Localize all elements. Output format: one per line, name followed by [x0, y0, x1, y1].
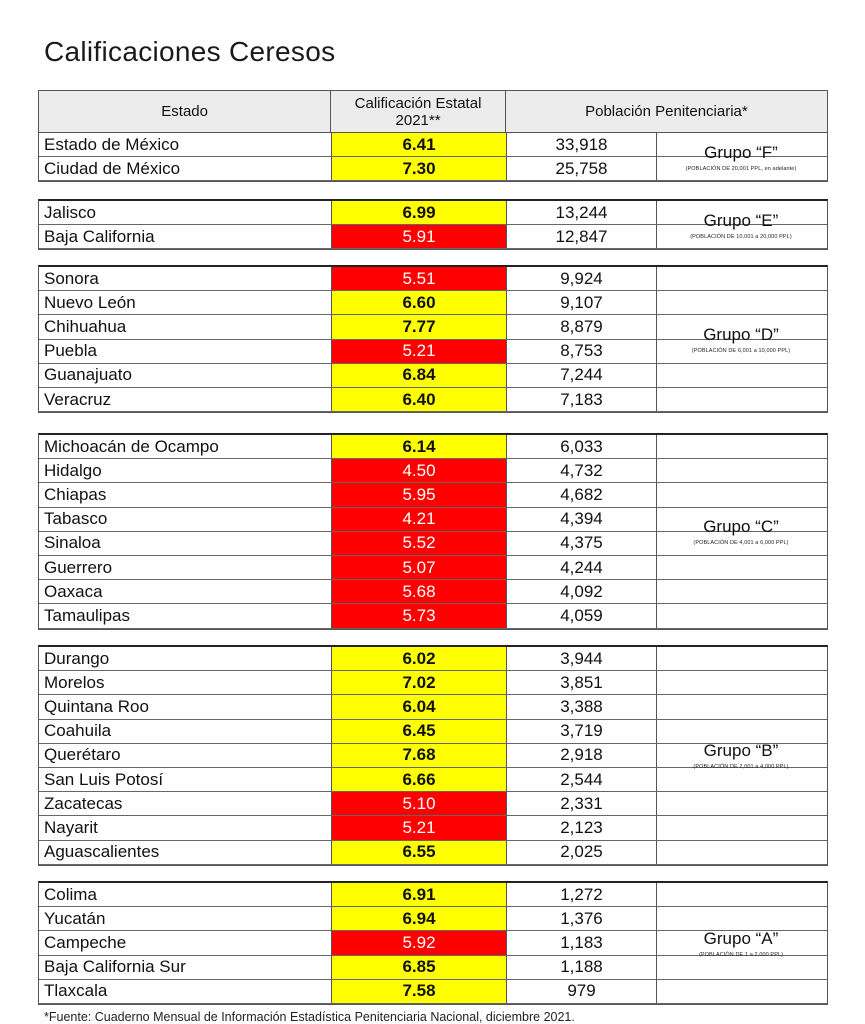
calificacion-cell: 5.92	[332, 931, 507, 954]
poblacion-cell: 4,375	[507, 532, 657, 555]
poblacion-cell: 1,376	[507, 907, 657, 930]
calificacion-cell: 5.21	[332, 816, 507, 839]
poblacion-cell: 2,025	[507, 841, 657, 864]
poblacion-cell: 6,033	[507, 435, 657, 458]
poblacion-cell: 12,847	[507, 225, 657, 248]
estado-cell: Tamaulipas	[39, 604, 332, 627]
poblacion-cell: 2,918	[507, 744, 657, 767]
poblacion-cell: 3,719	[507, 720, 657, 743]
header-estado: Estado	[39, 91, 331, 132]
calificacion-cell: 7.77	[332, 315, 507, 338]
calificacion-cell: 5.95	[332, 483, 507, 506]
estado-cell: Morelos	[39, 671, 332, 694]
group-block	[38, 133, 828, 182]
estado-cell: Chiapas	[39, 483, 332, 506]
group-name: Grupo “C”	[703, 517, 779, 537]
calificacion-cell: 7.02	[332, 671, 507, 694]
group-range: (POBLACIÓN DE 6,001 a 10,000 PPL)	[691, 348, 791, 355]
poblacion-cell: 9,107	[507, 291, 657, 314]
calificacion-cell: 5.73	[332, 604, 507, 627]
calificacion-cell: 6.85	[332, 956, 507, 979]
estado-cell: Yucatán	[39, 907, 332, 930]
source-footnote: *Fuente: Cuaderno Mensual de Información Estadística Penitenciaria Nacional, diciembre 2021.	[44, 1010, 575, 1024]
calificacion-cell: 7.58	[332, 980, 507, 1003]
estado-cell: Coahuila	[39, 720, 332, 743]
group-range: (POBLACIÓN DE 2,001 a 4,000 PPL)	[693, 764, 789, 771]
poblacion-cell: 4,092	[507, 580, 657, 603]
poblacion-cell: 1,272	[507, 883, 657, 906]
group-range: (POBLACIÓN DE 20,001 PPL, en adelante)	[685, 165, 797, 172]
poblacion-cell: 9,924	[507, 267, 657, 290]
group-range: (POBLACIÓN DE 10,001 a 20,000 PPL)	[690, 233, 792, 240]
poblacion-cell: 4,682	[507, 483, 657, 506]
estado-cell: Colima	[39, 883, 332, 906]
poblacion-cell: 2,331	[507, 792, 657, 815]
calificacion-cell: 6.02	[332, 647, 507, 670]
calificacion-cell: 5.10	[332, 792, 507, 815]
header-calificacion-line1: Calificación Estatal	[354, 94, 482, 112]
estado-cell: Quintana Roo	[39, 695, 332, 718]
group-block	[38, 881, 828, 1005]
group-block	[38, 199, 828, 250]
calificacion-cell: 6.66	[332, 768, 507, 791]
estado-cell: Sonora	[39, 267, 332, 290]
calificacion-cell: 4.21	[332, 508, 507, 531]
poblacion-cell: 3,944	[507, 647, 657, 670]
calificacion-cell: 6.45	[332, 720, 507, 743]
poblacion-cell: 1,183	[507, 931, 657, 954]
calificacion-cell: 7.30	[332, 157, 507, 180]
estado-cell: Guanajuato	[39, 364, 332, 387]
estado-cell: Puebla	[39, 340, 332, 363]
poblacion-cell: 8,753	[507, 340, 657, 363]
group-name: Grupo “B”	[703, 741, 779, 761]
group-block	[38, 433, 828, 630]
poblacion-cell: 8,879	[507, 315, 657, 338]
poblacion-cell: 1,188	[507, 956, 657, 979]
estado-cell: Guerrero	[39, 556, 332, 579]
group-label	[655, 133, 827, 181]
poblacion-cell: 4,244	[507, 556, 657, 579]
calificacion-cell: 6.14	[332, 435, 507, 458]
header-calificacion	[331, 91, 506, 132]
estado-cell: Sinaloa	[39, 532, 332, 555]
group-block	[38, 265, 828, 413]
group-label	[655, 201, 827, 249]
calificacion-cell: 6.84	[332, 364, 507, 387]
header-poblacion: Población Penitenciaria*	[585, 103, 748, 120]
calificacion-cell: 6.41	[332, 133, 507, 156]
estado-cell: Baja California	[39, 225, 332, 248]
estado-cell: Michoacán de Ocampo	[39, 435, 332, 458]
group-name: Grupo “F”	[704, 142, 778, 162]
poblacion-cell: 7,244	[507, 364, 657, 387]
estado-cell: Estado de México	[39, 133, 332, 156]
estado-cell: Hidalgo	[39, 459, 332, 482]
calificacion-cell: 6.04	[332, 695, 507, 718]
estado-cell: Tabasco	[39, 508, 332, 531]
group-label	[655, 267, 827, 412]
estado-cell: Nuevo León	[39, 291, 332, 314]
estado-cell: Oaxaca	[39, 580, 332, 603]
group-label	[655, 435, 827, 629]
poblacion-cell: 3,851	[507, 671, 657, 694]
calificacion-cell: 6.60	[332, 291, 507, 314]
poblacion-cell: 33,918	[507, 133, 657, 156]
calificacion-cell: 5.52	[332, 532, 507, 555]
poblacion-cell: 979	[507, 980, 657, 1003]
estado-cell: Jalisco	[39, 201, 332, 224]
estado-cell: Campeche	[39, 931, 332, 954]
estado-cell: Zacatecas	[39, 792, 332, 815]
estado-cell: Aguascalientes	[39, 841, 332, 864]
poblacion-cell: 4,394	[507, 508, 657, 531]
calificacion-cell: 6.91	[332, 883, 507, 906]
estado-cell: Ciudad de México	[39, 157, 332, 180]
group-name: Grupo “A”	[703, 929, 779, 948]
poblacion-cell: 25,758	[507, 157, 657, 180]
calificacion-cell: 6.40	[332, 388, 507, 411]
calificacion-cell: 6.99	[332, 201, 507, 224]
group-range: (POBLACIÓN DE 4,001 a 6,000 PPL)	[693, 540, 789, 547]
calificacion-cell: 5.91	[332, 225, 507, 248]
poblacion-cell: 4,059	[507, 604, 657, 627]
poblacion-cell: 7,183	[507, 388, 657, 411]
calificacion-cell: 5.07	[332, 556, 507, 579]
calificacion-cell: 7.68	[332, 744, 507, 767]
calificacion-cell: 5.21	[332, 340, 507, 363]
estado-cell: Chihuahua	[39, 315, 332, 338]
estado-cell: Baja California Sur	[39, 956, 332, 979]
estado-cell: Veracruz	[39, 388, 332, 411]
table-header	[38, 90, 828, 133]
estado-cell: Querétaro	[39, 744, 332, 767]
page-title: Calificaciones Ceresos	[44, 36, 336, 67]
group-name: Grupo “D”	[703, 325, 779, 345]
poblacion-cell: 4,732	[507, 459, 657, 482]
group-label	[655, 647, 827, 865]
calificacion-cell: 4.50	[332, 459, 507, 482]
calificacion-cell: 6.94	[332, 907, 507, 930]
calificacion-cell: 6.55	[332, 841, 507, 864]
estado-cell: Nayarit	[39, 816, 332, 839]
group-block	[38, 645, 828, 866]
group-label	[655, 883, 827, 1004]
poblacion-cell: 13,244	[507, 201, 657, 224]
estado-cell: San Luis Potosí	[39, 768, 332, 791]
header-calificacion-line2: 2021**	[395, 111, 441, 129]
estado-cell: Tlaxcala	[39, 980, 332, 1003]
poblacion-cell: 2,544	[507, 768, 657, 791]
poblacion-cell: 3,388	[507, 695, 657, 718]
group-range: (POBLACIÓN DE 1 a 2,000 PPL)	[698, 952, 784, 958]
poblacion-cell: 2,123	[507, 816, 657, 839]
group-name: Grupo “E”	[703, 210, 779, 230]
estado-cell: Durango	[39, 647, 332, 670]
calificacion-cell: 5.51	[332, 267, 507, 290]
calificacion-cell: 5.68	[332, 580, 507, 603]
